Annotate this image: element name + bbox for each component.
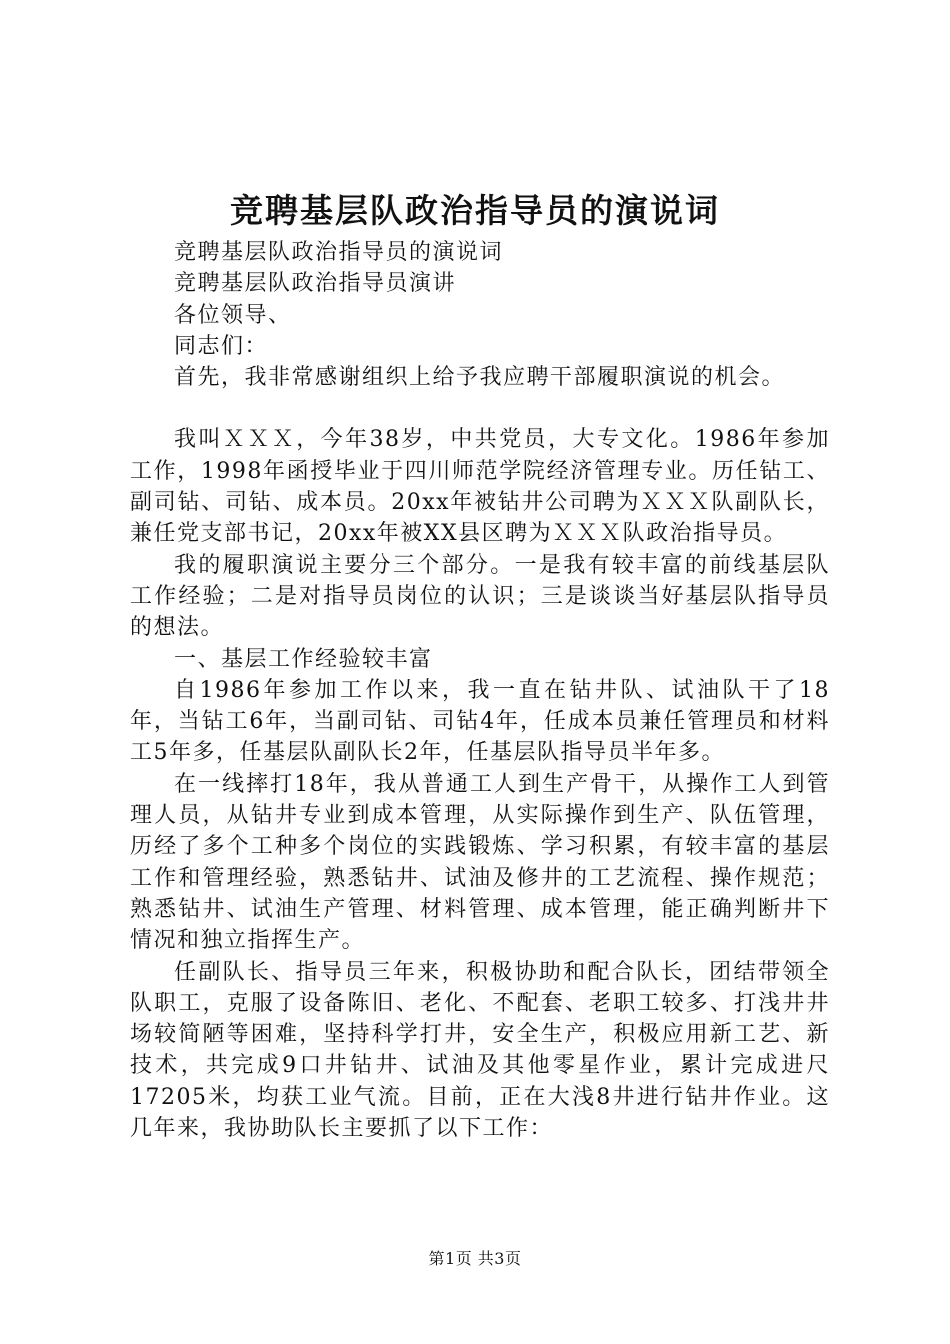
paragraph-frontline: 在一线摔打18年，我从普通工人到生产骨干，从操作工人到管理人员，从钻井专业到成本管理，从实际操作到生产、队伍管理，历经了多个工种多个岗位的实践锻炼、学习积累，有较丰富的基层工作和管理经验，熟悉钻井、试油及修井的工艺流程、操作规范；熟悉钻井、试油生产管理、材料管理、成本管理，能正确判断井下情况和独立指挥生产。 <box>130 771 830 954</box>
document-body <box>130 237 830 1144</box>
paragraph-experience: 自1986年参加工作以来，我一直在钻井队、试油队干了18年，当钻工6年，当副司钻、司钻4年，任成本员兼任管理员和材料工5年多，任基层队副队长2年，任基层队指导员半年多。 <box>130 677 830 766</box>
paragraph-subtitle: 竞聘基层队政治指导员的演说词 <box>174 240 504 265</box>
paragraph-opening: 首先，我非常感谢组织上给予我应聘干部履职演说的机会。 <box>174 365 786 391</box>
document-title: 竞聘基层队政治指导员的演说词 <box>230 191 720 230</box>
page-footer: 第1页 共3页 <box>428 1249 522 1268</box>
paragraph-self-intro: 我叫ＸＸＸ，今年38岁，中共党员，大专文化。1986年参加工作，1998年函授毕业于四川师范学院经济管理专业。历任钻工、副司钻、司钻、成本员。20xx年被钻井公司聘为ＸＸＸ队副队长，兼任党支部书记，20xx年被XX县区聘为ＸＸＸ队政治指导员。 <box>130 427 830 547</box>
paragraph-achievements: 任副队长、指导员三年来，积极协助和配合队长，团结带领全队职工，克服了设备陈旧、老化、不配套、老职工较多、打浅井井场较简陋等困难，坚持科学打井，安全生产，积极应用新工艺、新技术，共完成9口井钻井、试油及其他零星作业，累计完成进尺17205米，均获工业气流。目前，正在大浅8井进行钻井作业。这几年来，我协助队长主要抓了以下工作： <box>130 959 830 1142</box>
paragraph-salutation-1: 各位领导、 <box>174 302 292 328</box>
paragraph-outline: 我的履职演说主要分三个部分。一是我有较丰富的前线基层队工作经验；二是对指导员岗位的认识；三是谈谈当好基层队指导员的想法。 <box>130 552 830 641</box>
paragraph-salutation-2: 同志们： <box>174 333 269 359</box>
section-heading-1: 一、基层工作经验较丰富 <box>174 646 433 672</box>
paragraph-subtitle-2: 竞聘基层队政治指导员演讲 <box>174 271 457 297</box>
